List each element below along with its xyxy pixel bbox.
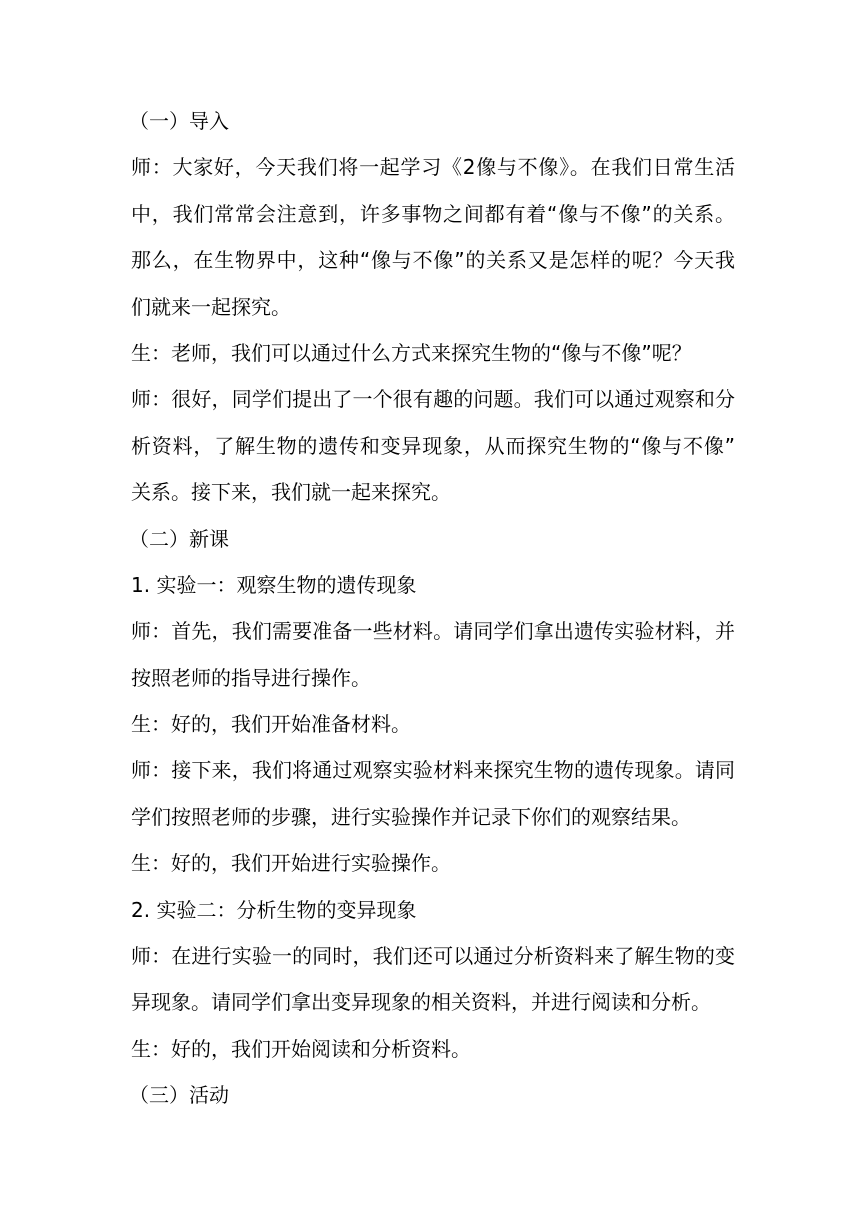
paragraph-line: 按照老师的指导进行操作。 — [131, 665, 371, 690]
paragraph-line: 异现象。请同学们拿出变异现象的相关资料，并进行阅读和分析。 — [131, 990, 711, 1015]
subheading-experiment-one: 1. 实验一：观察生物的遗传现象 — [131, 572, 417, 597]
paragraph-line: 生：好的，我们开始进行实验操作。 — [131, 851, 451, 876]
paragraph-line: 师：大家好，今天我们将一起学习《2像与不像》。在我们日常生活 — [131, 155, 735, 180]
subheading-experiment-two: 2. 实验二：分析生物的变异现象 — [131, 897, 417, 922]
paragraph-line: 学们按照老师的步骤，进行实验操作并记录下你们的观察结果。 — [131, 804, 691, 829]
section-heading-activity: （三）活动 — [129, 1083, 229, 1108]
document-body — [131, 108, 735, 1129]
paragraph-line: 师：很好，同学们提出了一个很有趣的问题。我们可以通过观察和分 — [131, 387, 735, 412]
paragraph-line: 师：在进行实验一的同时，我们还可以通过分析资料来了解生物的变 — [131, 944, 735, 969]
paragraph-line: 生：老师，我们可以通过什么方式来探究生物的“像与不像”呢？ — [131, 340, 692, 365]
paragraph-line: 师：首先，我们需要准备一些材料。请同学们拿出遗传实验材料，并 — [131, 619, 735, 644]
paragraph-line: 们就来一起探究。 — [131, 294, 291, 319]
paragraph-line: 中，我们常常会注意到，许多事物之间都有着“像与不像”的关系。 — [131, 201, 735, 226]
paragraph-line: 析资料，了解生物的遗传和变异现象，从而探究生物的“像与不像” — [131, 433, 735, 458]
paragraph-line: 关系。接下来，我们就一起来探究。 — [131, 480, 451, 505]
section-heading-intro: （一）导入 — [129, 109, 229, 133]
paragraph-line: 生：好的，我们开始准备材料。 — [131, 712, 411, 737]
section-heading-new-lesson: （二）新课 — [129, 526, 229, 551]
paragraph-line: 师：接下来，我们将通过观察实验材料来探究生物的遗传现象。请同 — [131, 758, 735, 783]
paragraph-line: 那么，在生物界中，这种“像与不像”的关系又是怎样的呢？今天我 — [131, 248, 735, 273]
paragraph-line: 生：好的，我们开始阅读和分析资料。 — [131, 1036, 471, 1061]
